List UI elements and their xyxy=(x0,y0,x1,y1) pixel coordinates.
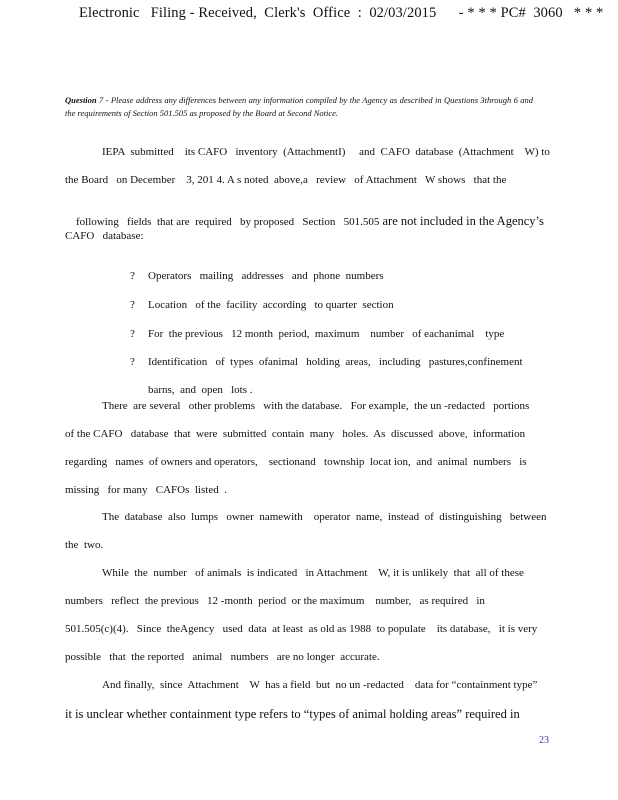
body-line xyxy=(102,679,537,691)
list-item-text: barns, and open lots . xyxy=(148,384,253,396)
body-line: missing for many CAFOs listed . xyxy=(65,484,227,496)
body-line: numbers reflect the previous 12 -month period or the maximum number, as required in xyxy=(65,595,485,607)
bullet-mark: ? xyxy=(130,270,135,282)
list-item-text: For the previous 12 month period, maximum number of eachanimal type xyxy=(148,328,505,340)
body-line: While the number of animals is indicated in Attachment W, it is unlikely that all of these xyxy=(102,567,524,579)
body-line: IEPA submitted its CAFO inventory (AttachmentI) and CAFO database (Attachment W) to xyxy=(102,146,550,158)
page-number: 23 xyxy=(539,735,549,746)
body-line-part: are not included in the Agency’s xyxy=(379,214,544,228)
body-line: regarding names of owners and operators, sectionand township locat ion, and animal numbers is xyxy=(65,456,527,468)
body-line: There are several other problems with the database. For example, the un -redacted portions xyxy=(102,400,530,412)
body-line: The database also lumps owner namewith operator name, instead of distinguishing between xyxy=(102,511,547,523)
filing-header: Electronic Filing - Received, Clerk's Office : 02/03/2015 - * * * PC# 3060 * * * xyxy=(79,5,604,21)
bullet-mark: ? xyxy=(130,356,135,368)
list-item-text: Location of the facility according to quarter section xyxy=(148,299,394,311)
body-line: the Board on December 3, 201 4. A s noted above,a review of Attachment W shows that the xyxy=(65,174,507,186)
question-text: 7 - Please address any differences between any information compiled by the Agency as described in Questions 3through 6 and the requirements of Section 501.505 as proposed by the Board at Second Notice. xyxy=(65,95,533,118)
bullet-mark: ? xyxy=(130,299,135,311)
body-line: possible that the reported animal numbers are no longer accurate. xyxy=(65,651,380,663)
list-item-text: Identification of types ofanimal holding areas, including pastures,confinement xyxy=(148,356,523,368)
question-block xyxy=(65,94,533,120)
body-line-part: And finally, since Attachment W has a field but no un -redacted data for “containment type” xyxy=(102,679,538,691)
body-line: the two. xyxy=(65,539,104,551)
body-line: CAFO database: xyxy=(65,230,144,242)
body-line: of the CAFO database that were submitted contain many holes. As discussed above, information xyxy=(65,428,526,440)
question-label: Question xyxy=(65,95,97,105)
list-item-text: Operators mailing addresses and phone numbers xyxy=(148,270,384,282)
body-line: 501.505(c)(4). Since theAgency used data at least as old as 1988 to populate its database, it is very xyxy=(65,623,538,635)
body-line: it is unclear whether containment type refers to “types of animal holding areas” required in xyxy=(65,707,520,721)
body-line-part: following fields that are required by proposed Section 501.505 xyxy=(76,216,380,228)
bullet-mark: ? xyxy=(130,328,135,340)
